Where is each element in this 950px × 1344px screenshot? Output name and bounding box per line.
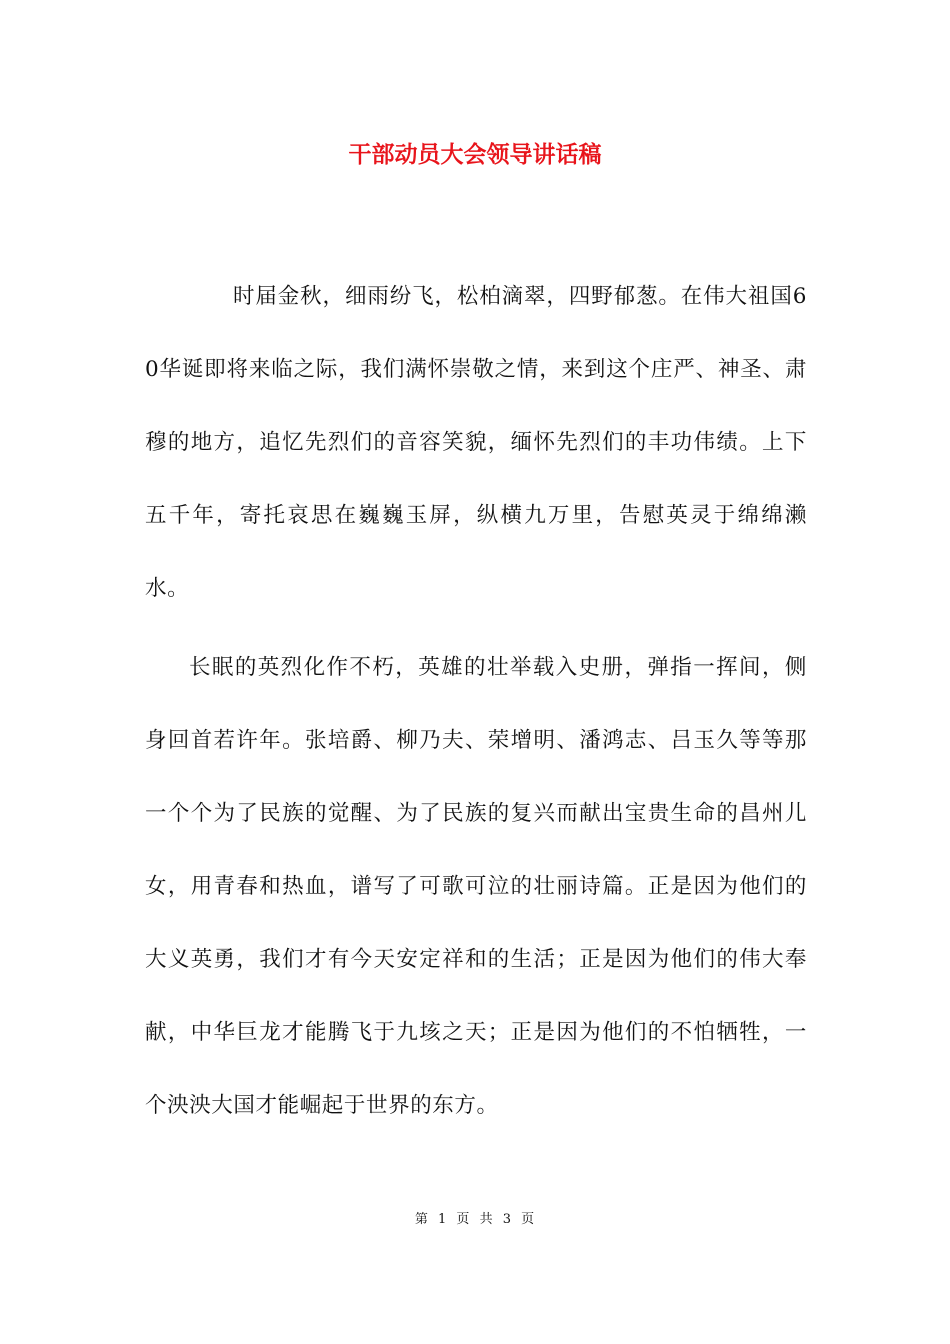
footer-total-pages: 3 [502, 1212, 512, 1227]
footer-suffix: 页 [521, 1212, 536, 1227]
page-title: 干部动员大会领导讲话稿 [348, 141, 602, 168]
footer-prefix: 第 [414, 1212, 429, 1227]
footer-total-prefix: 共 [479, 1212, 494, 1227]
paragraph-1: 时届金秋，细雨纷飞，松柏滴翠，四野郁葱。在伟大祖国60华诞即将来临之际，我们满怀崇敬之情，来到这个庄严、神圣、肃穆的地方，追忆先烈们的音容笑貌，缅怀先烈们的丰功伟绩。上下五千年，寄托哀思在巍巍玉屏，纵横九万里，告慰英灵于绵绵濑水。 [145, 284, 807, 601]
page-footer [0, 1208, 950, 1227]
paragraph-2: 长眠的英烈化作不朽，英雄的壮举载入史册，弹指一挥间，侧身回首若许年。张培爵、柳乃夫、荣增明、潘鸿志、吕玉久等等那一个个为了民族的觉醒、为了民族的复兴而献出宝贵生命的昌州儿女，用青春和热血，谱写了可歌可泣的壮丽诗篇。正是因为他们的大义英勇，我们才有今天安定祥和的生活；正是因为他们的伟大奉献，中华巨龙才能腾飞于九垓之天；正是因为他们的不怕牺牲，一个泱泱大国才能崛起于世界的东方。 [145, 655, 807, 1118]
footer-page-word: 页 [456, 1212, 471, 1227]
footer-current-page: 1 [437, 1212, 448, 1227]
